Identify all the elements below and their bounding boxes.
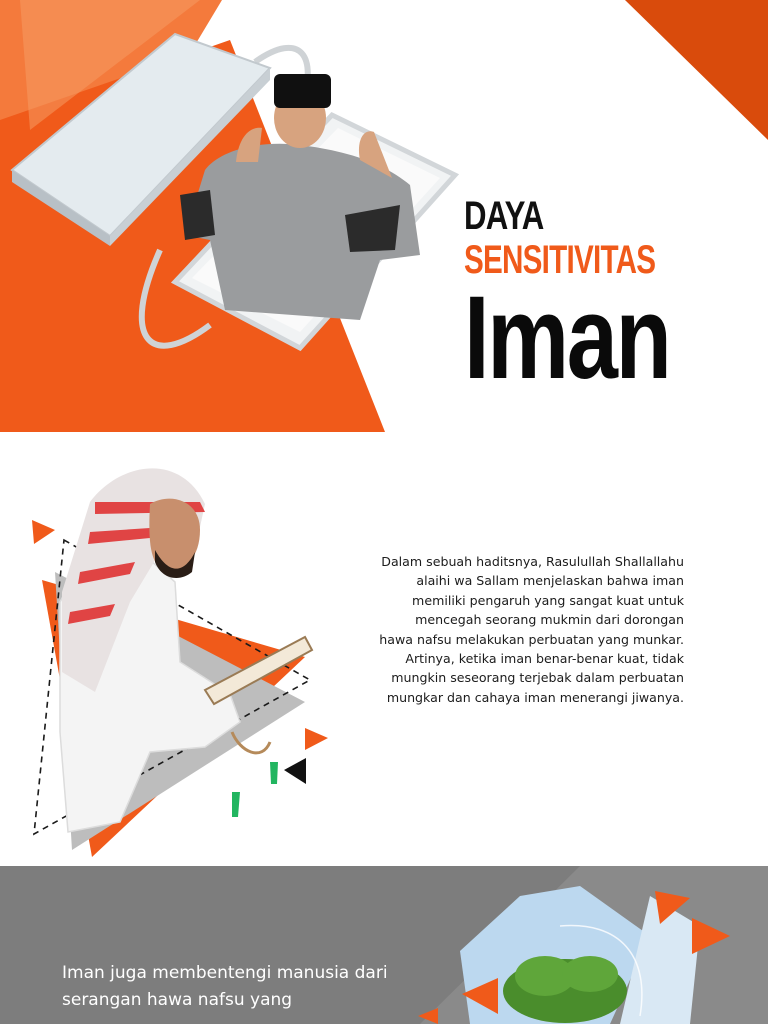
black-triangle	[284, 758, 306, 784]
title-iman: Iman	[464, 272, 670, 404]
hero-section	[0, 0, 768, 432]
bottom-paragraph: Iman juga membentengi manusia dari serangan hawa nafsu yang	[62, 963, 388, 1010]
small-orange-triangle	[32, 520, 55, 544]
title-daya: DAYA	[464, 194, 544, 238]
intro-paragraph: Dalam sebuah haditsnya, Rasulullah Shallallahu alaihi wa Sallam menjelaskan bahwa iman memiliki pengaruh yang sangat kuat untuk mencegah seorang mukmin dari dorongan hawa nafsu melakukan perbuatan yang munkar. Artinya, ketika iman benar-benar kuat, tidak mungkin seseorang terjebak dalam perbuatan mungkar dan cahaya iman menerangi jiwanya.	[379, 554, 684, 705]
title-sensitivitas: SENSITIVITAS	[464, 238, 656, 282]
content-section	[0, 432, 768, 866]
right-orange-triangle	[305, 728, 328, 750]
hero-corner-triangle	[625, 0, 768, 140]
bottom-section	[0, 866, 768, 1024]
tree-illustration	[503, 956, 627, 1023]
